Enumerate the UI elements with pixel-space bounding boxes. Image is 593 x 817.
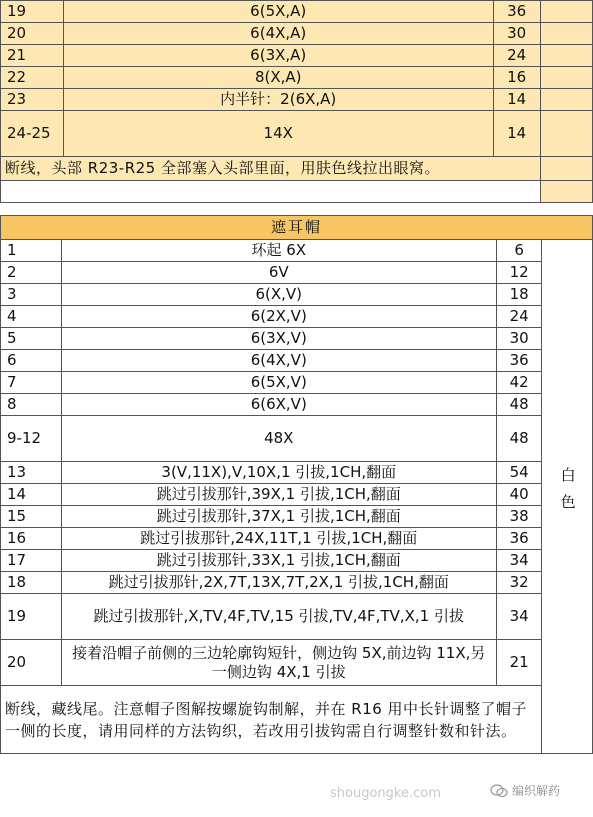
side-cell [540,181,592,203]
stitch-instruction: 8(X,A) [63,67,493,89]
table-row [1,240,593,262]
table-row [1,284,593,306]
stitch-count: 42 [497,372,542,394]
round-number: 20 [1,640,62,686]
table-row [1,306,593,328]
stitch-instruction: 6(4X,A) [63,23,493,45]
round-number: 23 [1,89,64,111]
wechat-account-name: 编织解药 [512,784,561,798]
stitch-count: 48 [497,394,542,416]
table-row [1,484,593,506]
stitch-count: 6 [497,240,542,262]
round-number: 1 [1,240,62,262]
stitch-count: 14 [493,111,540,157]
stitch-count: 30 [497,328,542,350]
stitch-instruction: 6(6X,V) [61,394,497,416]
stitch-count: 21 [497,640,542,686]
round-number: 21 [1,45,64,67]
stitch-count: 32 [497,572,542,594]
stitch-instruction: 6(5X,V) [61,372,497,394]
stitch-count: 30 [493,23,540,45]
stitch-instruction: 跳过引拔那针,2X,7T,13X,7T,2X,1 引拔,1CH,翻面 [61,572,497,594]
note-row [1,686,593,754]
stitch-instruction: 48X [61,416,497,462]
side-cell [540,1,592,23]
table-row [1,111,593,157]
round-number: 4 [1,306,62,328]
round-number: 5 [1,328,62,350]
table-row [1,462,593,484]
stitch-count: 24 [497,306,542,328]
spacer-row [1,181,593,203]
stitch-instruction: 6(X,V) [61,284,497,306]
stitch-count: 54 [497,462,542,484]
bottom-note: 断线，藏线尾。注意帽子图解按螺旋钩制解，并在 R16 用中长针调整了帽子一侧的长度，请用同样的方法钩织，若改用引拔钩需自行调整针数和针法。 [1,686,542,754]
wechat-badge [490,782,560,799]
table-row [1,23,593,45]
top-note: 断线，头部 R23-R25 全部塞入头部里面，用肤色线拉出眼窝。 [1,157,541,181]
stitch-count: 24 [493,45,540,67]
round-number: 20 [1,23,64,45]
stitch-count: 12 [497,262,542,284]
stitch-count: 38 [497,506,542,528]
stitch-instruction: 跳过引拔那针,X,TV,4F,TV,15 引拔,TV,4F,TV,X,1 引拔 [61,594,497,640]
round-number: 16 [1,528,62,550]
table-row [1,45,593,67]
stitch-count: 40 [497,484,542,506]
side-cell [540,111,592,157]
ear-hat-pattern-table [0,215,593,754]
stitch-count: 16 [493,67,540,89]
round-number: 13 [1,462,62,484]
section-header-row [1,216,593,240]
round-number: 8 [1,394,62,416]
stitch-count: 18 [497,284,542,306]
table-row [1,350,593,372]
wechat-icon [490,784,508,798]
table-row [1,1,593,23]
table-row [1,416,593,462]
round-number: 3 [1,284,62,306]
stitch-count: 36 [497,528,542,550]
round-number: 18 [1,572,62,594]
round-number: 19 [1,594,62,640]
table-row [1,67,593,89]
stitch-instruction: 跳过引拔那针,39X,1 引拔,1CH,翻面 [61,484,497,506]
stitch-instruction: 环起 6X [61,240,497,262]
stitch-instruction: 跳过引拔那针,24X,11T,1 引拔,1CH,翻面 [61,528,497,550]
site-watermark: shougongke.com [330,786,441,801]
stitch-count: 34 [497,594,542,640]
round-number: 9-12 [1,416,62,462]
top-pattern-table [0,0,593,203]
round-number: 17 [1,550,62,572]
stitch-instruction: 6(3X,A) [63,45,493,67]
table-row [1,506,593,528]
stitch-count: 34 [497,550,542,572]
table-row [1,394,593,416]
stitch-instruction: 3(V,11X),V,10X,1 引拔,1CH,翻面 [61,462,497,484]
stitch-count: 48 [497,416,542,462]
stitch-instruction: 6(5X,A) [63,1,493,23]
table-row [1,372,593,394]
note-row [1,157,593,181]
side-cell [540,45,592,67]
spacer-cell [1,181,541,203]
stitch-instruction: 6(3X,V) [61,328,497,350]
stitch-count: 36 [497,350,542,372]
table-row [1,572,593,594]
table-row [1,262,593,284]
table-row [1,640,593,686]
table-row [1,550,593,572]
round-number: 15 [1,506,62,528]
stitch-count: 36 [493,1,540,23]
round-number: 22 [1,67,64,89]
stitch-instruction: 跳过引拔那针,37X,1 引拔,1CH,翻面 [61,506,497,528]
table-row [1,328,593,350]
stitch-instruction: 6(4X,V) [61,350,497,372]
stitch-instruction: 14X [63,111,493,157]
table-row [1,594,593,640]
round-number: 7 [1,372,62,394]
side-cell [540,67,592,89]
stitch-instruction: 6V [61,262,497,284]
round-number: 14 [1,484,62,506]
stitch-instruction: 内半针：2(6X,A) [63,89,493,111]
color-cell [542,240,593,754]
stitch-instruction: 6(2X,V) [61,306,497,328]
side-cell [540,157,592,181]
yarn-color-label: 白色 [558,467,577,521]
table-row [1,89,593,111]
stitch-count: 14 [493,89,540,111]
round-number: 6 [1,350,62,372]
round-number: 24-25 [1,111,64,157]
round-number: 19 [1,1,64,23]
side-cell [540,89,592,111]
side-cell [540,23,592,45]
table-row [1,528,593,550]
stitch-instruction: 跳过引拔那针,33X,1 引拔,1CH,翻面 [61,550,497,572]
stitch-instruction: 接着沿帽子前侧的三边轮廓钩短针，侧边钩 5X,前边钩 11X,另一侧边钩 4X,1 引拔 [61,640,497,686]
section-title: 遮耳帽 [1,216,593,240]
round-number: 2 [1,262,62,284]
